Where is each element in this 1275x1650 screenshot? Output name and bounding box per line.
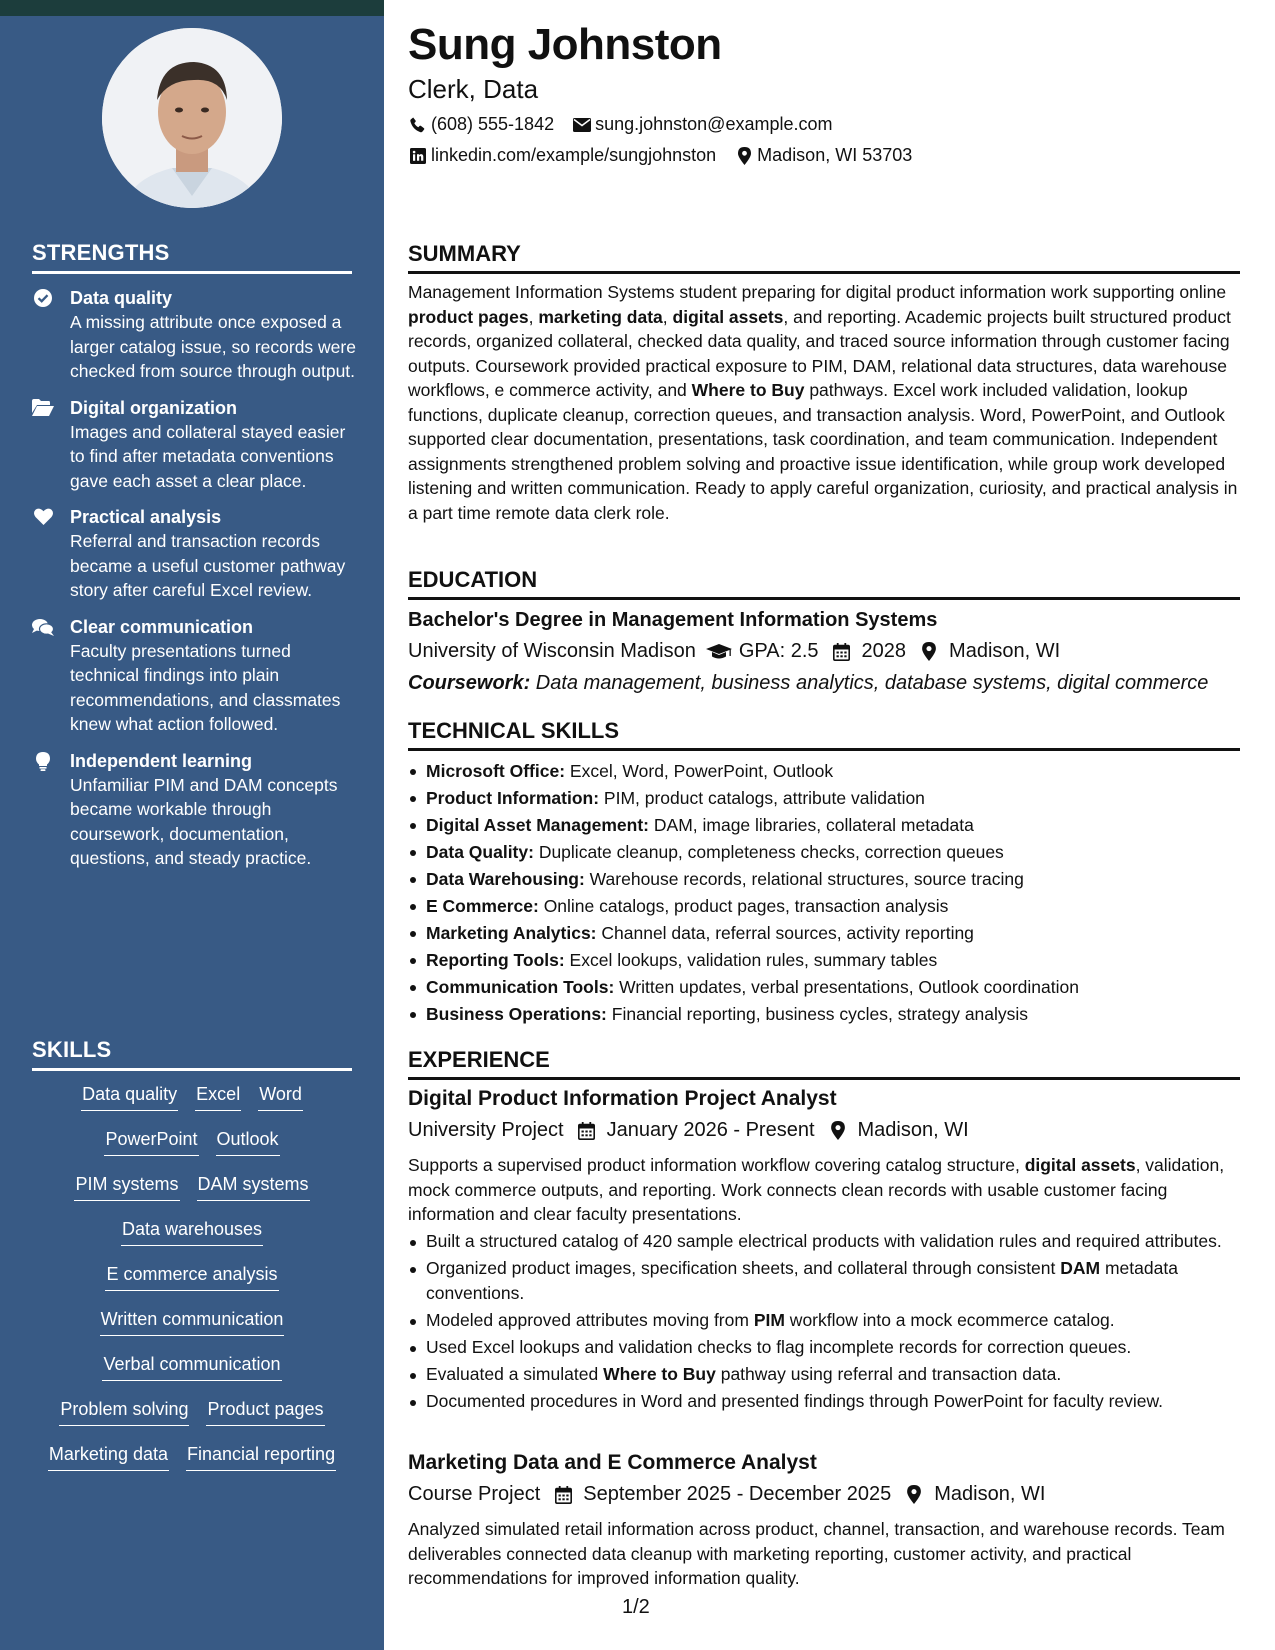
technical-skill-value: Channel data, referral sources, activity reporting [596,923,974,943]
technical-skill-item [408,1001,1240,1028]
calendar-icon [550,1486,576,1504]
strength-title: Clear communication [70,616,254,637]
strengths-heading: STRENGTHS [32,240,352,274]
degree-title: Bachelor's Degree in Management Information Systems [408,609,938,631]
coursework-line [408,672,1208,695]
job-bullet-text: Built a structured catalog of 420 sample electrical products with validation rules and required attributes. [426,1231,1222,1251]
technical-skill-label: Product Information: [426,788,600,808]
job-bullet [408,1256,1240,1305]
technical-skill-item [408,920,1240,947]
technical-skills-list [408,758,1240,1028]
heart-icon [32,508,54,528]
job-bullet-text: Used Excel lookups and validation checks to flag incomplete records for correction queues. [426,1336,1132,1357]
skill-row [32,1217,352,1262]
job-bullet-emphasis: Where to Buy [603,1363,716,1384]
skill-row [32,1307,352,1352]
strength-item [32,396,362,494]
job-desc-emphasis: digital assets [1024,1155,1136,1175]
technical-skill-label: Reporting Tools: [426,950,565,970]
job-bullet-text: pathway using referral and transaction data. [715,1363,1062,1384]
skill-row [32,1352,352,1397]
skills-heading: SKILLS [32,1037,352,1071]
strengths-list [32,286,362,883]
technical-skill-value: Written updates, verbal presentations, Outlook coordination [614,977,1079,997]
strength-item [32,286,362,384]
job-bullet-emphasis: PIM [753,1309,785,1330]
skill-row [32,1172,352,1217]
map-pin-icon [901,1485,927,1504]
skill-tag: Financial reporting [186,1442,336,1471]
job-desc-text: , validation, mock commerce outputs, and reporting. Work connects clean records with usable customer facing information and clear faculty presentations. [408,1155,1225,1224]
strength-desc: Faculty presentations turned technical findings into plain recommendations, and classmates knew what action followed. [70,640,341,734]
gpa-text: GPA: 2.5 [738,640,819,662]
experience-heading: EXPERIENCE [408,1047,1240,1080]
skill-tag: Verbal communication [102,1352,281,1381]
summary-text: Management Information Systems student preparing for digital product information work supporting online [408,282,1227,302]
job-bullet-text: Evaluated a simulated [426,1363,604,1384]
technical-skill-label: Data Warehousing: [426,869,585,889]
graduation-year: 2028 [861,640,907,662]
job-desc-text: Analyzed simulated retail information across product, channel, transaction, and warehouse records. Team deliverables connected data cleanup with marketing reporting, customer activity, and practical recommendations for improved information quality. [408,1519,1225,1588]
job-title: Marketing Data and E Commerce Analyst [408,1451,817,1474]
job-bullet [408,1229,1240,1254]
strength-title: Practical analysis [70,507,222,527]
skill-tag: Problem solving [59,1397,189,1426]
technical-skill-value: Warehouse records, relational structures, source tracing [584,869,1024,889]
check-circle-icon [32,289,54,309]
job-bullet-text: metadata conventions. [426,1258,1178,1303]
skill-tag: Marketing data [48,1442,169,1471]
strength-item [32,749,362,871]
skill-tag: PIM systems [74,1172,179,1201]
map-pin-icon [825,1121,851,1140]
technical-skill-value: Financial reporting, business cycles, strategy analysis [606,1004,1029,1024]
skills-cloud [32,1082,352,1487]
technical-skill-value: PIM, product catalogs, attribute validation [599,788,925,808]
skill-tag: Excel [195,1082,241,1111]
skill-tag: Written communication [100,1307,285,1336]
summary-emphasis: marketing data [538,306,663,327]
profile-photo [102,28,282,208]
calendar-icon [574,1122,600,1140]
technical-skill-item [408,758,1240,785]
candidate-role: Clerk, Data [408,74,539,104]
technical-skill-item [408,812,1240,839]
summary-text: pathways. Excel work included validation, lookup functions, duplicate cleanup, correction queues, and transaction analysis. Word, PowerPoint, and Outlook supported clear documentation, presentations, task coordination, and team communication. Independent assignments strengthened problem solving and proactive issue identification, while group work developed listening and written communication. Ready to apply careful organization, curiosity, and practical analysis in a part time remote data clerk role. [408,380,1238,523]
job-location: Madison, WI [857,1119,969,1141]
strength-desc: A missing attribute once exposed a larger catalog issue, so records were checked from source through output. [70,312,356,381]
folder-open-icon [32,399,54,419]
education-meta [408,640,1060,663]
graduation-cap-icon [706,644,732,660]
skill-tag: PowerPoint [104,1127,198,1156]
strength-title: Independent learning [70,750,253,771]
job-title: Digital Product Information Project Analyst [408,1087,837,1110]
job-bullet-text: Modeled approved attributes moving from [426,1309,754,1330]
contact-row-1 [408,114,833,135]
summary-text: , [528,306,539,327]
skill-row [32,1397,352,1442]
skill-row [32,1262,352,1307]
technical-skill-label: Data Quality: [426,842,534,862]
job-dates: January 2026 - Present [606,1119,815,1141]
candidate-name: Sung Johnston [408,20,722,69]
contact-row-2 [408,145,912,166]
job-bullet-emphasis: DAM [1060,1258,1101,1278]
phone-icon [408,116,428,134]
calendar-icon [829,643,855,661]
technical-skill-value: Duplicate cleanup, completeness checks, correction queues [533,842,1004,862]
strength-desc: Referral and transaction records became a useful customer pathway story after careful Excel review. [70,531,346,600]
technical-skill-item [408,974,1240,1001]
job-org: University Project [408,1119,564,1141]
technical-skill-label: Business Operations: [426,1004,607,1024]
summary-emphasis: product pages [408,306,529,327]
coursework-text: Data management, business analytics, database systems, digital commerce [530,672,1209,694]
technical-skill-label: Microsoft Office: [426,761,566,781]
email-link[interactable]: sung.johnston@example.com [595,114,833,134]
strength-item [32,615,362,737]
summary-emphasis: digital assets [672,306,784,327]
map-pin-icon [916,642,942,661]
job-bullet-text: Organized product images, specification sheets, and collateral through consistent [426,1258,1061,1278]
job-dates: September 2025 - December 2025 [583,1483,892,1505]
technical-skill-label: Digital Asset Management: [426,815,650,835]
skill-row [32,1082,352,1127]
skill-tag: Data warehouses [121,1217,263,1246]
sidebar-top-bar [0,0,384,16]
technical-skill-item [408,839,1240,866]
summary-text: , [662,306,673,327]
technical-skill-label: Communication Tools: [426,977,615,997]
page-number: 1/2 [622,1596,650,1618]
school-location: Madison, WI [949,640,1061,662]
job-meta [408,1119,969,1142]
job-bullet-text: workflow into a mock ecommerce catalog. [784,1309,1115,1330]
strength-title: Data quality [70,288,173,308]
summary-text [408,280,1240,525]
technical-skill-value: Excel lookups, validation rules, summary tables [564,950,938,970]
skill-tag: Data quality [81,1082,178,1111]
skill-tag: E commerce analysis [105,1262,278,1291]
school-name: University of Wisconsin Madison [408,640,696,662]
summary-emphasis: Where to Buy [691,380,805,400]
technical-skills-heading: TECHNICAL SKILLS [408,718,1240,751]
strength-desc: Images and collateral stayed easier to find after metadata conventions gave each asset a clear place. [70,421,346,491]
envelope-icon [572,116,592,134]
technical-skill-label: Marketing Analytics: [426,923,597,943]
sidebar [0,0,384,1650]
strength-title: Digital organization [70,397,238,418]
skill-tag: Outlook [216,1127,280,1156]
job-location: Madison, WI [934,1483,1046,1505]
technical-skill-item [408,785,1240,812]
location-text: Madison, WI 53703 [757,145,913,165]
job-bullet [408,1362,1240,1387]
technical-skill-value: Excel, Word, PowerPoint, Outlook [565,761,834,781]
coursework-label: Coursework: [408,672,531,694]
technical-skill-value: DAM, image libraries, collateral metadata [649,815,974,835]
job-bullet-text: Documented procedures in Word and presented findings through PowerPoint for faculty review. [426,1390,1164,1411]
comments-icon [32,618,54,638]
skill-row [32,1442,352,1487]
technical-skill-value: Online catalogs, product pages, transaction analysis [538,896,949,916]
skill-tag: Word [258,1082,303,1111]
job-bullets [408,1229,1240,1416]
phone-text[interactable]: (608) 555-1842 [431,114,555,134]
map-pin-icon [734,147,754,165]
technical-skill-item [408,893,1240,920]
job-description [408,1153,1240,1227]
job-org: Course Project [408,1483,541,1505]
summary-text: , and reporting. Academic projects built structured product records, organized collateral, checked data quality, and traced source information through customer facing outputs. Coursework provided practical exposure to PIM, DAM, relational data structures, data warehouse workflows, e commerce activity, and [408,306,1231,400]
skill-tag: Product pages [206,1397,324,1426]
job-bullet [408,1389,1240,1414]
strength-desc: Unfamiliar PIM and DAM concepts became workable through coursework, documentation, questions, and steady practice. [70,774,338,868]
job-desc-text: Supports a supervised product information workflow covering catalog structure, [408,1155,1025,1175]
skill-row [32,1127,352,1172]
education-heading: EDUCATION [408,567,1240,600]
skill-tag: DAM systems [197,1172,310,1201]
job-bullet [408,1308,1240,1333]
strength-item [32,505,362,603]
linkedin-link[interactable]: linkedin.com/example/sungjohnston [431,145,717,165]
technical-skill-item [408,866,1240,893]
technical-skill-item [408,947,1240,974]
technical-skill-label: E Commerce: [426,896,539,916]
job-meta [408,1483,1045,1506]
linkedin-icon [408,147,428,165]
job-description [408,1517,1240,1591]
summary-heading: SUMMARY [408,241,1240,274]
job-bullet [408,1335,1240,1360]
lightbulb-icon [32,752,54,772]
